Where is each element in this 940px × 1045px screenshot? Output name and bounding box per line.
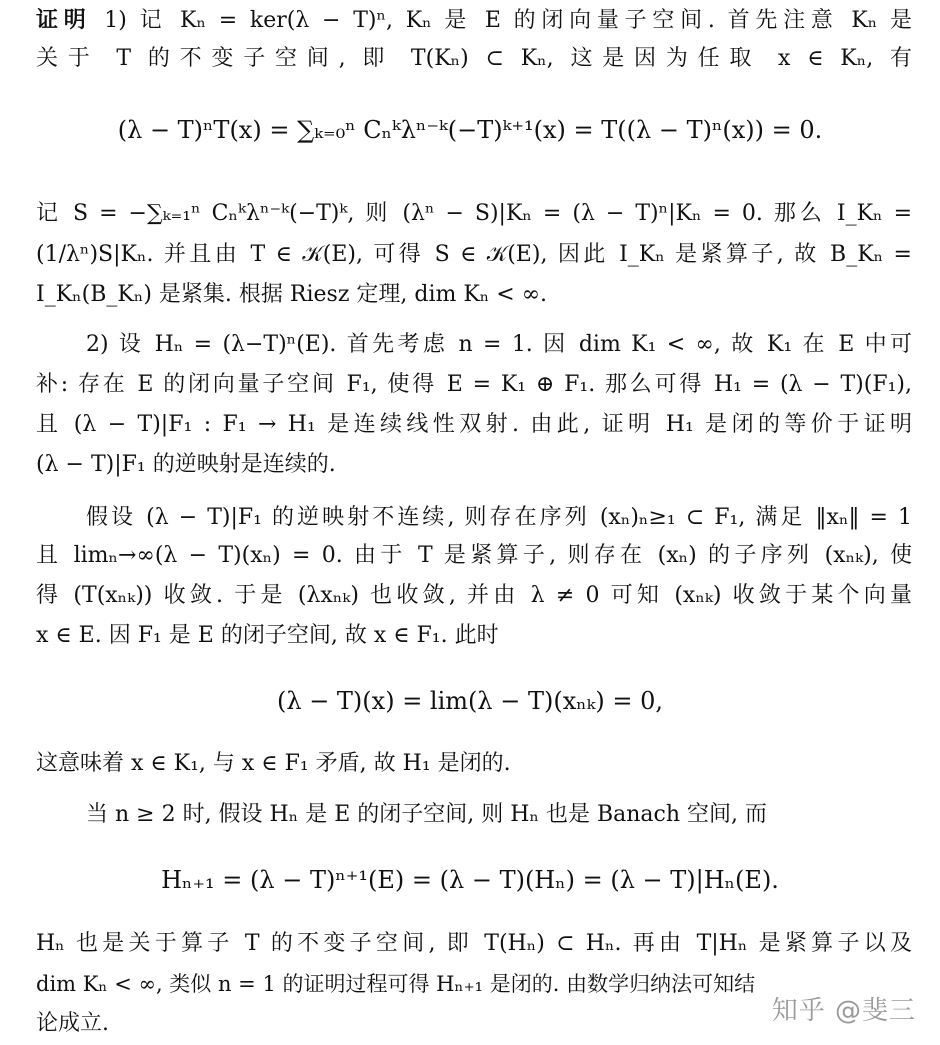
proof-line-2: 关于 T 的不变子空间, 即 T(Kₙ) ⊂ Kₙ, 这是因为任取 x ∈ Kₙ, 有 <box>36 46 912 71</box>
proof-line-9: (λ − T)|F₁ 的逆映射是连续的. <box>36 452 336 477</box>
proof-line-7: 补: 存在 E 的闭向量子空间 F₁, 使得 E = K₁ ⊕ F₁. 那么可得 H₁ = (λ − T)(F₁), <box>36 372 912 397</box>
proof-line-14: 这意味着 x ∈ K₁, 与 x ∈ F₁ 矛盾, 故 H₁ 是闭的. <box>36 751 511 776</box>
proof-line-3: 记 S = −∑ₖ₌₁ⁿ Cₙᵏλⁿ⁻ᵏ(−T)ᵏ, 则 (λⁿ − S)|Kₙ = (λ − T)ⁿ|Kₙ = 0. 那么 I_Kₙ = <box>36 201 912 226</box>
proof-line-18: 论成立. <box>36 1011 109 1036</box>
proof-line-1: 证明 1) 记 Kₙ = ker(λ − T)ⁿ, Kₙ 是 E 的闭向量子空间. 首先注意 Kₙ 是 <box>36 8 913 33</box>
proof-line-4: (1/λⁿ)S|Kₙ. 并且由 T ∈ 𝒦(E), 可得 S ∈ 𝒦(E), 因此 I_Kₙ 是紧算子, 故 B_Kₙ = <box>36 242 912 267</box>
proof-line-11: 且 limₙ→∞(λ − T)(xₙ) = 0. 由于 T 是紧算子, 则存在 (xₙ) 的子序列 (xₙₖ), 使 <box>36 543 912 568</box>
proof-line-8: 且 (λ − T)|F₁ : F₁ → H₁ 是连续线性双射. 由此, 证明 H₁ 是闭的等价于证明 <box>36 412 912 437</box>
proof-line-10: 假设 (λ − T)|F₁ 的逆映射不连续, 则存在序列 (xₙ)ₙ≥₁ ⊂ F₁, 满足 ‖xₙ‖ = 1 <box>86 505 912 530</box>
equation-1: (λ − T)ⁿT(x) = ∑ₖ₌₀ⁿ Cₙᵏλⁿ⁻ᵏ(−T)ᵏ⁺¹(x) = T((λ − T)ⁿ(x)) = 0. <box>117 116 823 144</box>
proof-line-15: 当 n ≥ 2 时, 假设 Hₙ 是 E 的闭子空间, 则 Hₙ 也是 Banach 空间, 而 <box>86 802 768 827</box>
proof-line-16: Hₙ 也是关于算子 T 的不变子空间, 即 T(Hₙ) ⊂ Hₙ. 再由 T|Hₙ 是紧算子以及 <box>36 931 912 956</box>
proof-line-17: dim Kₙ < ∞, 类似 n = 1 的证明过程可得 Hₙ₊₁ 是闭的. 由数学归纳法可知结 <box>36 972 756 996</box>
proof-line-12: 得 (T(xₙₖ)) 收敛. 于是 (λxₙₖ) 也收敛, 并由 λ ≠ 0 可知 (xₙₖ) 收敛于某个向量 <box>36 583 912 608</box>
zhihu-watermark: 知乎 @斐三 <box>771 996 916 1026</box>
equation-3: Hₙ₊₁ = (λ − T)ⁿ⁺¹(E) = (λ − T)(Hₙ) = (λ − T)|Hₙ(E). <box>161 866 779 894</box>
equation-2: (λ − T)(x) = lim(λ − T)(xₙₖ) = 0, <box>276 687 664 715</box>
proof-label: 证明 <box>36 8 92 33</box>
proof-line-5: I_Kₙ(B_Kₙ) 是紧集. 根据 Riesz 定理, dim Kₙ < ∞. <box>36 282 548 307</box>
proof-line-6: 2) 设 Hₙ = (λ−T)ⁿ(E). 首先考虑 n = 1. 因 dim K₁ < ∞, 故 K₁ 在 E 中可 <box>86 332 912 357</box>
proof-line-13: x ∈ E. 因 F₁ 是 E 的闭子空间, 故 x ∈ F₁. 此时 <box>36 623 499 648</box>
